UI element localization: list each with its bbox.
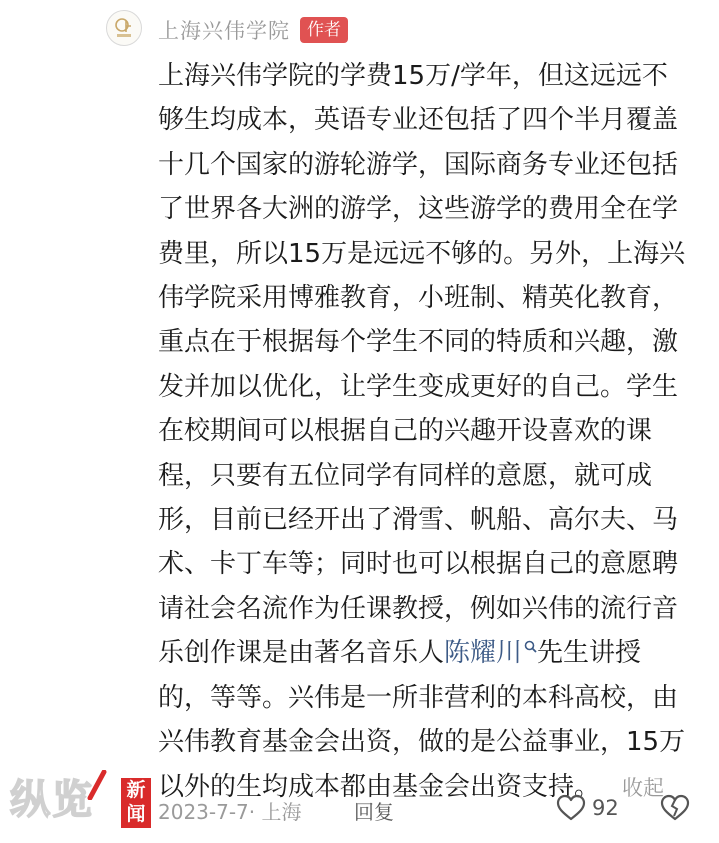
- author-row: [158, 14, 348, 46]
- mention-name: 陈耀川: [444, 638, 523, 669]
- comment-line: 术、卡丁车等；同时也可以根据自己的意愿聘: [158, 549, 679, 580]
- comment-line: 十几个国家的游轮游学，国际商务专业还包括: [158, 149, 679, 180]
- date-location: 2023-7-7· 上海: [158, 800, 302, 824]
- like-button[interactable]: [556, 794, 619, 822]
- comment-meta: [158, 790, 698, 830]
- last-line-text: 以外的生均成本都由基金会出资支持。: [158, 771, 601, 802]
- collapse-button[interactable]: 收起: [622, 775, 665, 800]
- watermark-badge-line2: 闻: [126, 803, 146, 825]
- comment-line: 够生均成本，英语专业还包括了四个半月覆盖: [158, 105, 679, 136]
- author-badge: 作者: [300, 17, 348, 43]
- watermark-news-badge: [121, 778, 151, 828]
- comment-line: 请社会名流作为任课教授，例如兴伟的流行音: [158, 593, 679, 624]
- comment-line: 程，只要有五位同学有同样的意愿，就可成: [158, 460, 653, 491]
- watermark-slash-icon: [86, 770, 108, 800]
- comment-line: 发并加以优化，让学生变成更好的自己。学生: [158, 371, 679, 402]
- watermark-badge-line1: 新: [126, 779, 146, 801]
- mention-link[interactable]: [444, 638, 537, 668]
- search-icon: [524, 640, 537, 653]
- comment-line: 在校期间可以根据自己的兴趣开设喜欢的课: [158, 416, 653, 447]
- comment-line-mention: [158, 631, 698, 675]
- comment-body: [158, 54, 698, 810]
- mention-suffix: 先生讲授: [537, 638, 642, 669]
- author-name[interactable]: 上海兴伟学院: [158, 19, 290, 43]
- comment-line: 费里，所以15万是远远不够的。另外，上海兴: [158, 238, 686, 269]
- comment-line: 的，等等。兴伟是一所非营利的本科高校，由: [158, 682, 679, 713]
- comment-line: 重点在于根据每个学生不同的特质和兴趣，激: [158, 327, 679, 358]
- comment-line: 了世界各大洲的游学，这些游学的费用全在学: [158, 194, 679, 225]
- school-logo-icon: [111, 15, 137, 41]
- reply-button[interactable]: 回复: [354, 800, 394, 824]
- comment-line: 伟学院采用博雅教育，小班制、精英化教育，: [158, 283, 679, 314]
- comment-line: 兴伟教育基金会出资，做的是公益事业，15万: [158, 727, 686, 758]
- author-avatar[interactable]: [106, 10, 142, 46]
- heart-icon: [556, 794, 586, 822]
- comment-line: 形，目前已经开出了滑雪、帆船、高尔夫、马: [158, 505, 679, 536]
- watermark-text: 纵览: [10, 776, 94, 823]
- comment-line: 上海兴伟学院的学费15万/学年，但这远远不: [158, 61, 668, 91]
- broken-heart-icon[interactable]: [660, 794, 690, 822]
- like-count: 92: [592, 796, 619, 820]
- mention-prefix: 乐创作课是由著名音乐人: [158, 638, 445, 669]
